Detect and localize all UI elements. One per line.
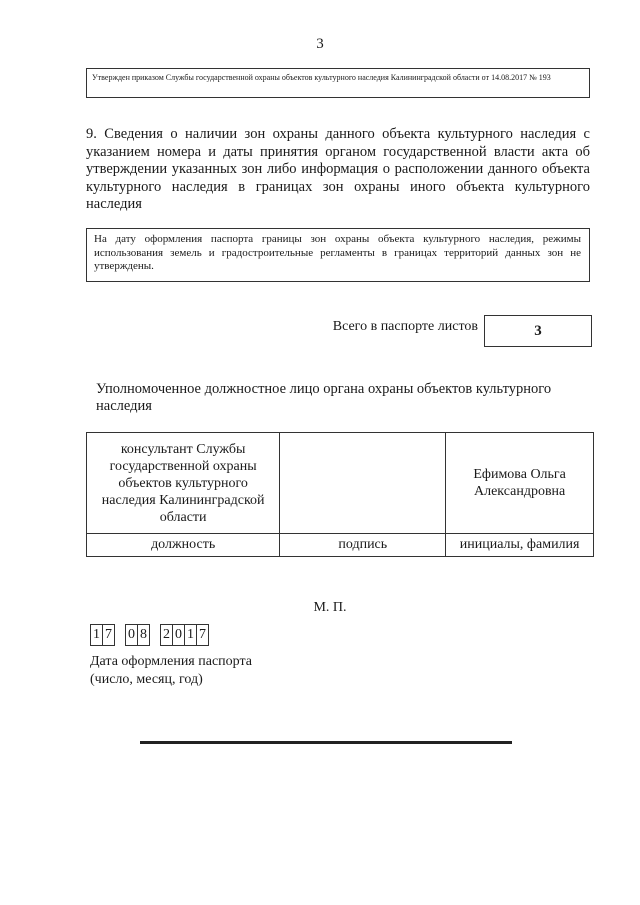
date-month (125, 624, 150, 646)
date-digit: 0 (126, 624, 138, 646)
date-digit: 1 (185, 624, 197, 646)
sheets-count-box: 3 (484, 315, 592, 347)
name-line: Ефимова Ольга (473, 467, 566, 482)
date-digit: 0 (173, 624, 185, 646)
section-9-heading: 9. Сведения о наличии зон охраны данного объекта культурного наследия с указанием номера и даты принятия органом государственной власти акта об утверждении указанных зон либо информация о расположении данного объекта культурного наследия в границах зон охраны иного объекта культурного наследия (86, 126, 590, 213)
section-9-info: На дату оформления паспорта границы зон охраны объекта культурного наследия, режимы использования земель и градостроительные регламенты в границах территорий данных зон не утверждены. (94, 233, 581, 272)
official-heading: Уполномоченное должностное лицо органа охраны объектов культурного наследия (96, 381, 552, 414)
date-digit: 7 (197, 624, 209, 646)
date-day (90, 624, 115, 646)
date-digit: 1 (91, 624, 103, 646)
date-year (160, 624, 209, 646)
position-cell (87, 433, 280, 534)
date-digit: 8 (138, 624, 150, 646)
date-digit: 7 (103, 624, 115, 646)
approval-note-box (86, 68, 590, 98)
signature-cell (280, 433, 446, 534)
position-line: консультант Службы (120, 441, 246, 457)
issue-date (90, 624, 219, 646)
caption-position: должность (87, 534, 280, 557)
signature-row (87, 433, 594, 534)
name-line: Александровна (473, 484, 566, 499)
date-digit: 2 (161, 624, 173, 646)
position-line: государственной охраны (109, 458, 257, 474)
sheets-count-label: Всего в паспорте листов (332, 319, 478, 334)
date-caption-line: Дата оформления паспорта (90, 654, 252, 669)
name-cell (446, 433, 594, 534)
position-line: наследия Калининградской (101, 492, 265, 508)
caption-row (87, 534, 594, 557)
stamp-label: М. П. (313, 600, 347, 615)
date-caption-line: (число, месяц, год) (90, 672, 203, 687)
caption-signature: подпись (280, 534, 446, 557)
date-caption (90, 653, 252, 689)
signature-line (140, 741, 512, 744)
caption-name: инициалы, фамилия (446, 534, 594, 557)
section-9-info-box (86, 228, 590, 282)
position-line: области (159, 509, 207, 525)
page-number: 3 (316, 36, 324, 52)
approval-note: Утвержден приказом Службы государственной охраны объектов культурного наследия Калининградской области от 14.08.2017 № 193 (92, 73, 551, 82)
signature-table (86, 432, 594, 557)
position-line: объектов культурного (118, 475, 248, 491)
